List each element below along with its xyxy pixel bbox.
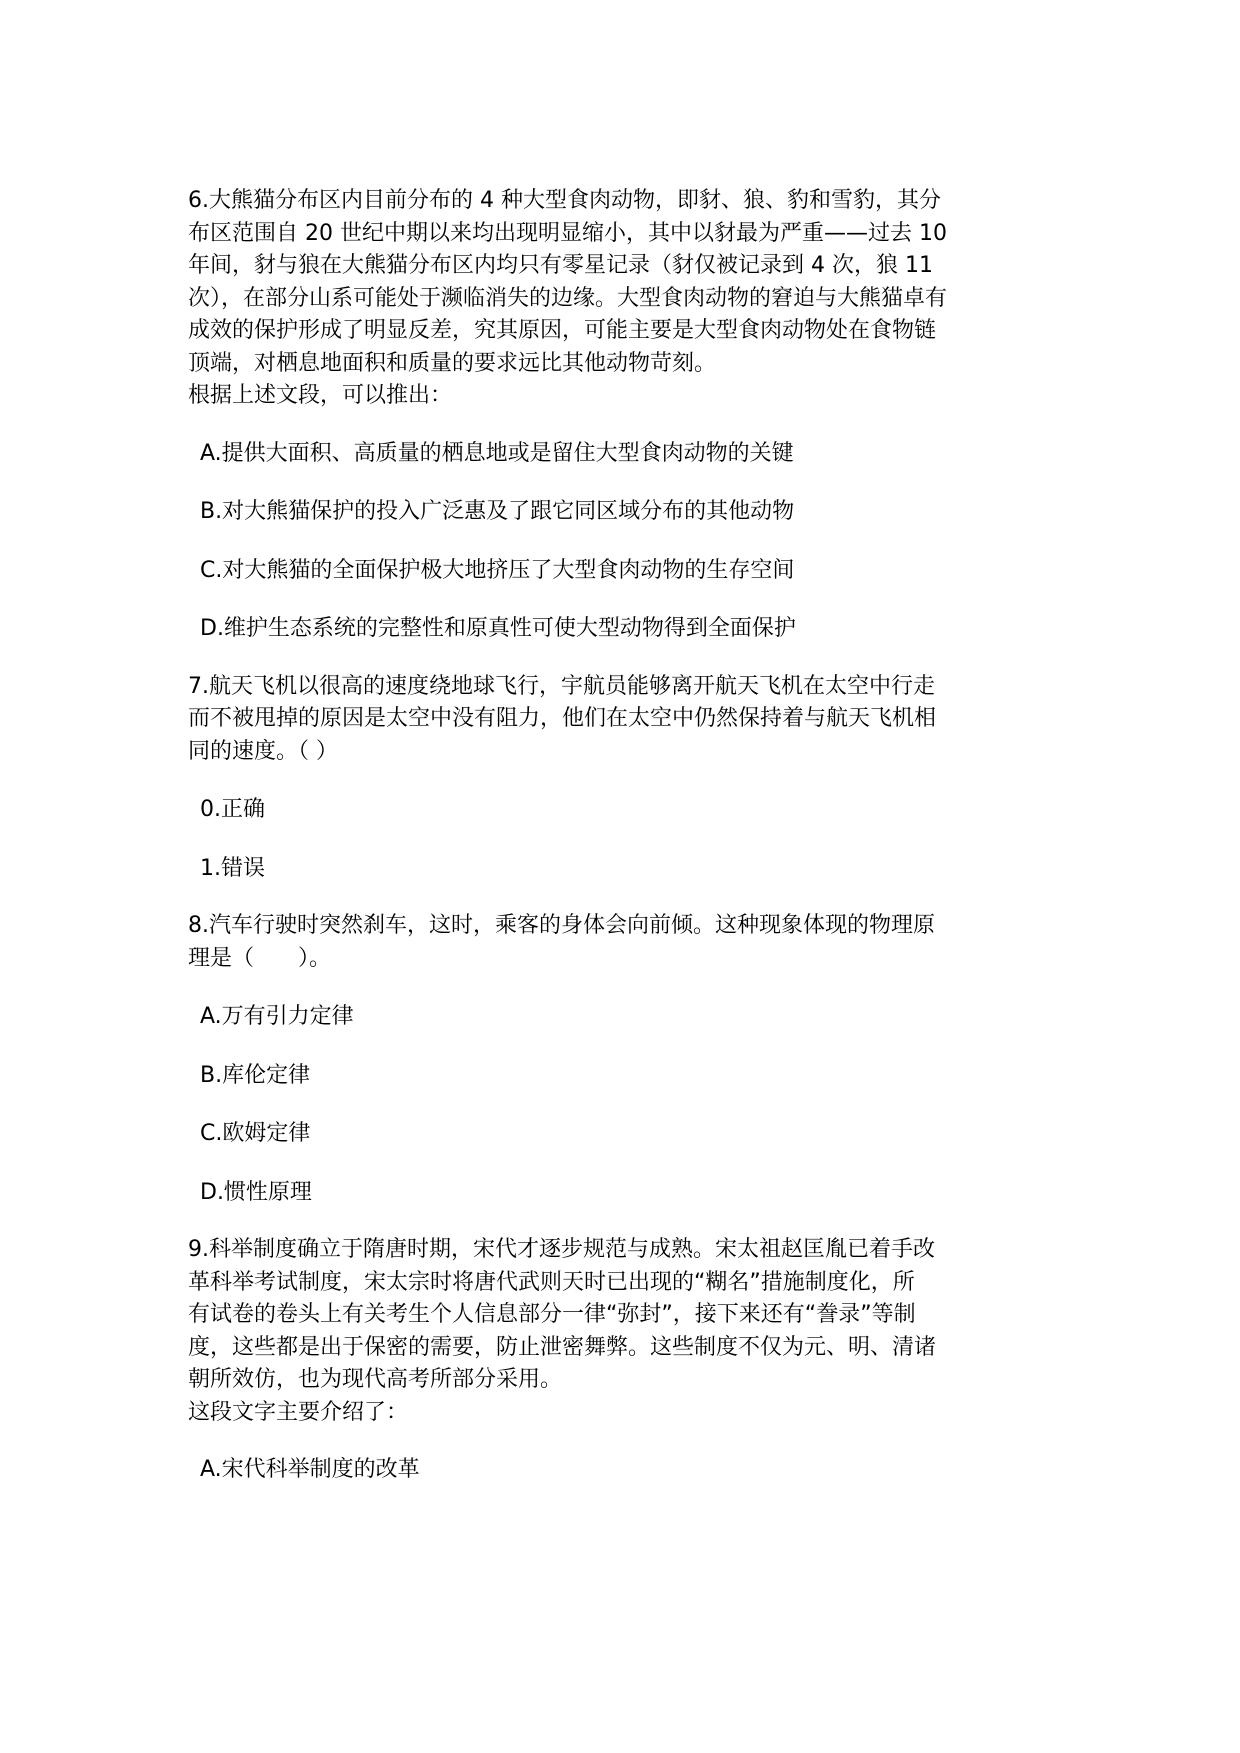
stem-line: 布区范围自 20 世纪中期以来均出现明显缩小，其中以豺最为严重——过去 10 [188, 220, 947, 246]
option-d: D.维护生态系统的完整性和原真性可使大型动物得到全面保护 [200, 616, 796, 641]
question-9 [188, 1234, 1060, 1487]
option-c: C.对大熊猫的全面保护极大地挤压了大型食肉动物的生存空间 [200, 557, 795, 583]
stem-line: 革科举考试制度，宋太宗时将唐代武则天时已出现的“糊名”措施制度化，所 [188, 1269, 915, 1295]
option-d: D.惯性原理 [200, 1179, 312, 1205]
question-6 [188, 185, 1060, 646]
option-0: 0.正确 [200, 797, 265, 822]
option-a: A.宋代科举制度的改革 [200, 1457, 420, 1482]
stem-line: 8.汽车行驶时突然刹车，这时，乘客的身体会向前倾。这种现象体现的物理原 [188, 913, 935, 938]
stem-line: 顶端，对栖息地面积和质量的要求远比其他动物苛刻。 [188, 350, 717, 376]
question-8 [188, 910, 1060, 1209]
option-b: B.库伦定律 [200, 1062, 311, 1088]
stem-line: 年间，豺与狼在大熊猫分布区内均只有零星记录（豺仅被记录到 4 次，狼 11 [188, 253, 933, 278]
stem-line: 度，这些都是出于保密的需要，防止泄密舞弊。这些制度不仅为元、明、清诸 [188, 1334, 937, 1360]
stem-line: 7.航天飞机以很高的速度绕地球飞行，宇航员能够离开航天飞机在太空中行走 [188, 673, 935, 699]
stem-line: 同的速度。（ ） [188, 738, 338, 764]
option-a: A.提供大面积、高质量的栖息地或是留住大型食肉动物的关键 [200, 440, 794, 466]
question-stem [188, 910, 1060, 975]
question-prompt: 这段文字主要介绍了： [188, 1399, 409, 1425]
question-stem [188, 671, 1060, 769]
document-page [188, 185, 1060, 1487]
question-stem [188, 1234, 1060, 1397]
option-b: B.对大熊猫保护的投入广泛惠及了跟它同区域分布的其他动物 [200, 499, 795, 524]
question-prompt: 根据上述文段，可以推出： [188, 383, 453, 408]
stem-line: 朝所效仿，也为现代高考所部分采用。 [188, 1367, 563, 1392]
stem-line: 次），在部分山系可能处于濒临消失的边缘。大型食肉动物的窘迫与大熊猫卓有 [188, 285, 948, 311]
question-7 [188, 671, 1060, 886]
stem-line: 9.科举制度确立于隋唐时期，宋代才逐步规范与成熟。宋太祖赵匡胤已着手改 [188, 1237, 935, 1262]
stem-line: 成效的保护形成了明显反差，究其原因，可能主要是大型食肉动物处在食物链 [188, 318, 937, 343]
option-1: 1.错误 [200, 855, 265, 881]
stem-line: 6.大熊猫分布区内目前分布的 4 种大型食肉动物，即豺、狼、豹和雪豹，其分 [188, 188, 941, 213]
stem-line: 理是（ ）。 [188, 945, 332, 971]
option-c: C.欧姆定律 [200, 1121, 311, 1146]
stem-line: 而不被甩掉的原因是太空中没有阻力，他们在太空中仍然保持着与航天飞机相 [188, 706, 937, 731]
stem-line: 有试卷的卷头上有关考生个人信息部分一律“弥封”，接下来还有“誊录”等制 [188, 1302, 916, 1327]
question-stem [188, 185, 1060, 380]
option-a: A.万有引力定律 [200, 1004, 354, 1029]
